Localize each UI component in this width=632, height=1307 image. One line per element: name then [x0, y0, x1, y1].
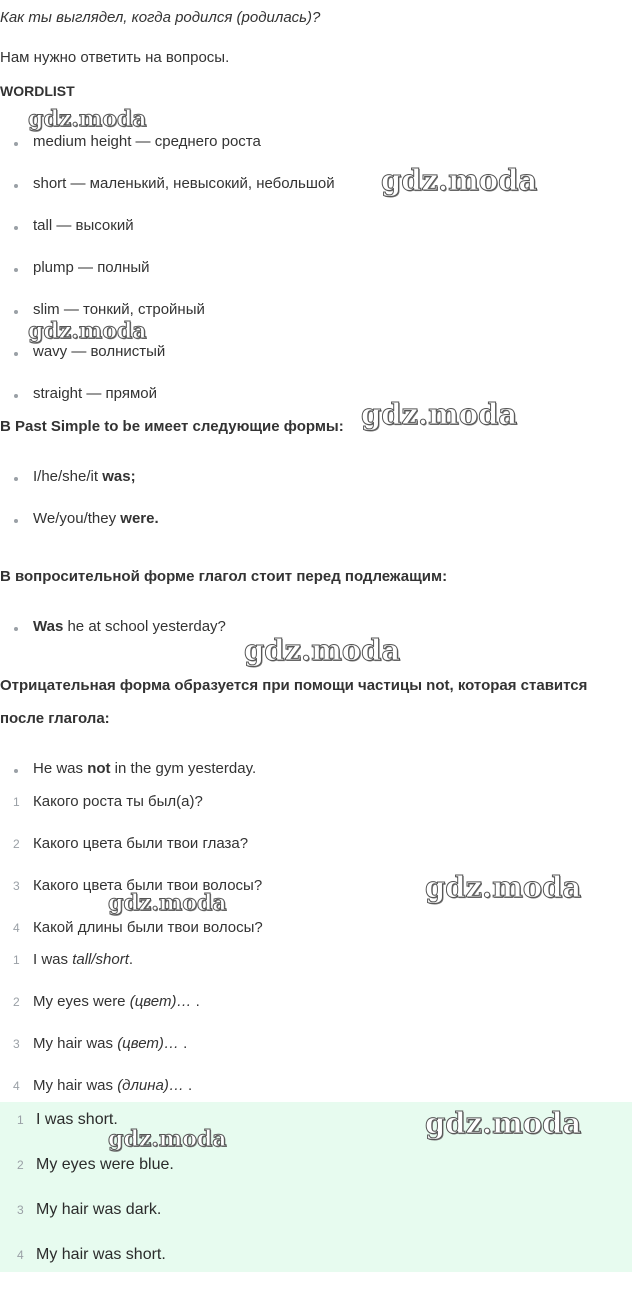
- bullet-icon: [14, 268, 18, 272]
- item-number: 3: [13, 1037, 20, 1051]
- bullet-icon: [14, 477, 18, 481]
- list-item-text: short — маленький, невысокий, небольшой: [33, 175, 335, 192]
- list-item-text: My eyes were (цвет)… .: [33, 993, 200, 1010]
- item-number: 2: [13, 995, 20, 1009]
- item-number: 1: [17, 1113, 24, 1127]
- list-item-text: I was tall/short.: [33, 951, 134, 968]
- answer-text: My hair was dark.: [36, 1201, 162, 1218]
- list-item-text: plump — полный: [33, 259, 150, 276]
- item-number: 3: [13, 879, 20, 893]
- list-item-text: Was he at school yesterday?: [33, 618, 226, 635]
- list-item-text: My hair was (цвет)… .: [33, 1035, 188, 1052]
- item-number: 4: [17, 1248, 24, 1262]
- list-item-text: Какого роста ты был(а)?: [33, 793, 203, 810]
- bullet-icon: [14, 769, 18, 773]
- question-form-heading: В вопросительной форме глагол стоит перед подлежащим:: [0, 568, 448, 585]
- watermark: gdz.moda: [381, 163, 538, 197]
- past-simple-heading: В Past Simple to be имеет следующие формы:: [0, 418, 344, 435]
- watermark: gdz.moda: [108, 890, 227, 916]
- list-item-text: wavy — волнистый: [33, 343, 166, 360]
- bullet-icon: [14, 519, 18, 523]
- item-number: 4: [13, 1079, 20, 1093]
- watermark: gdz.moda: [361, 397, 518, 431]
- watermark: gdz.moda: [425, 870, 582, 904]
- item-number: 2: [17, 1158, 24, 1172]
- bullet-icon: [14, 394, 18, 398]
- page-title-question: Как ты выглядел, когда родился (родилась)?: [0, 9, 321, 26]
- negative-heading: Отрицательная форма образуется при помощи частицы not, которая ставится: [0, 677, 588, 694]
- list-item-text: Какого цвета были твои волосы?: [33, 877, 263, 894]
- item-number: 4: [13, 921, 20, 935]
- list-item-text: I/he/she/it was;: [33, 468, 136, 485]
- answer-text: My eyes were blue.: [36, 1156, 174, 1173]
- item-number: 2: [13, 837, 20, 851]
- bullet-icon: [14, 352, 18, 356]
- watermark: gdz.moda: [28, 106, 147, 132]
- bullet-icon: [14, 226, 18, 230]
- watermark: gdz.moda: [108, 1126, 227, 1152]
- list-item-text: tall — высокий: [33, 217, 134, 234]
- bullet-icon: [14, 142, 18, 146]
- answer-text: My hair was short.: [36, 1246, 166, 1263]
- list-item-text: straight — прямой: [33, 385, 157, 402]
- list-item-text: My hair was (длина)… .: [33, 1077, 193, 1094]
- intro-text: Нам нужно ответить на вопросы.: [0, 49, 230, 66]
- list-item-text: He was not in the gym yesterday.: [33, 760, 257, 777]
- list-item-text: slim — тонкий, стройный: [33, 301, 205, 318]
- wordlist-heading: WORDLIST: [0, 83, 75, 99]
- list-item-text: We/you/they were.: [33, 510, 159, 527]
- bullet-icon: [14, 627, 18, 631]
- watermark: gdz.moda: [28, 318, 147, 344]
- watermark: gdz.moda: [425, 1106, 582, 1140]
- watermark: gdz.moda: [244, 633, 401, 667]
- item-number: 1: [13, 795, 20, 809]
- negative-heading-cont: после глагола:: [0, 710, 110, 727]
- list-item-text: medium height — среднего роста: [33, 133, 261, 150]
- list-item-text: Какого цвета были твои глаза?: [33, 835, 249, 852]
- item-number: 1: [13, 953, 20, 967]
- list-item-text: Какой длины были твои волосы?: [33, 919, 263, 936]
- bullet-icon: [14, 310, 18, 314]
- answer-text: I was short.: [36, 1111, 118, 1128]
- item-number: 3: [17, 1203, 24, 1217]
- bullet-icon: [14, 184, 18, 188]
